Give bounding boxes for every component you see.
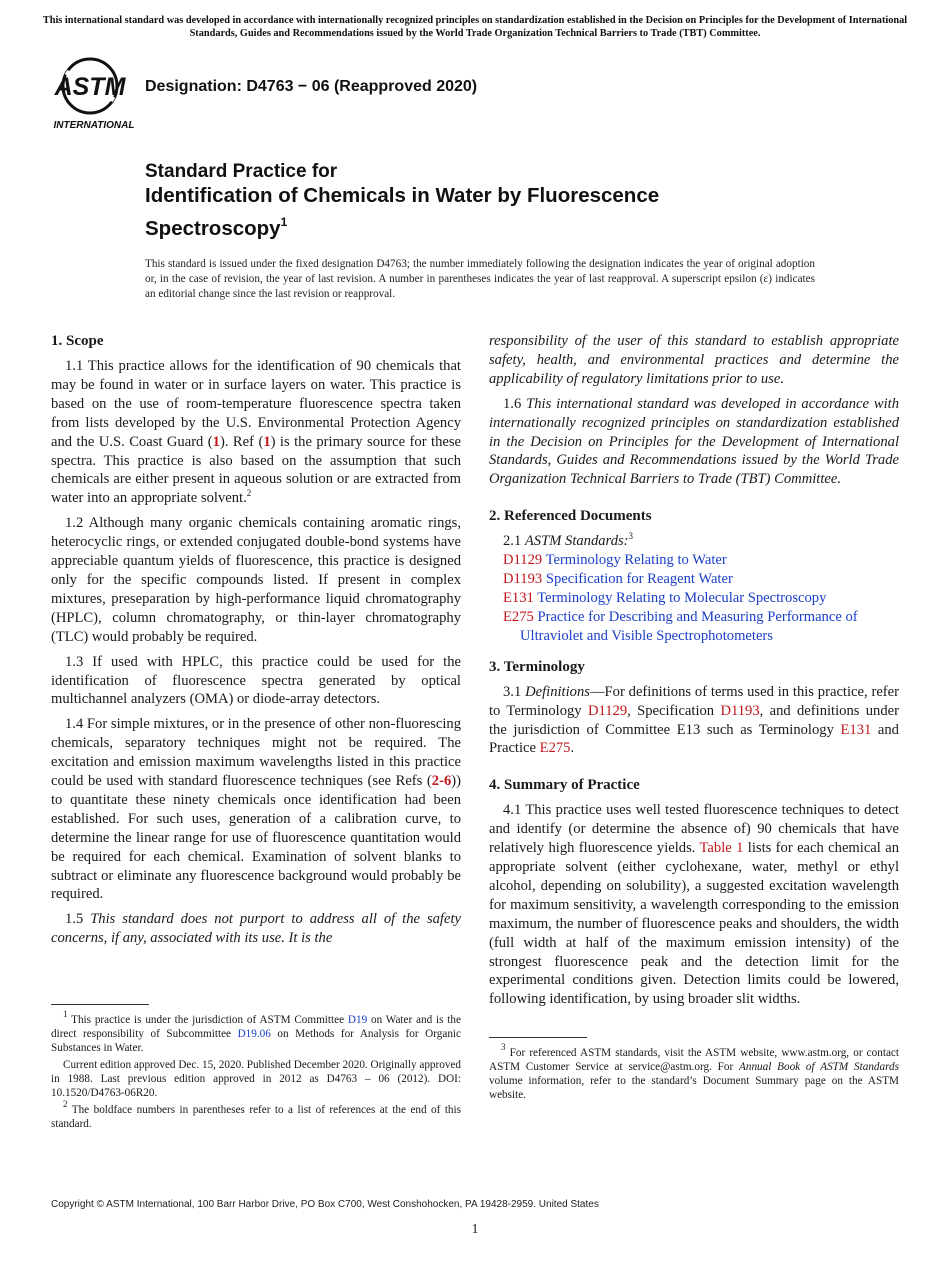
section-heading-referenced-documents: 2. Referenced Documents bbox=[489, 508, 652, 525]
paragraph-1-5: 1.5 This standard does not purport to address all of the safety concerns, if any, associated with its use. It is the bbox=[51, 911, 461, 947]
title-footnote-mark[interactable]: 1 bbox=[280, 215, 288, 229]
subcommittee-link[interactable]: D19.06 bbox=[237, 1028, 271, 1041]
ref-link[interactable]: E131 bbox=[840, 721, 872, 738]
paragraph-1-1: 1.1 This practice allows for the identification of 90 chemicals that may be found in water or in surface layers on water. This practice is based on the use of room-temperature fluorescence spectra taken from lists developed by the U.S. Environmental Protection Agency and the U.S. Coast Guard (1). Ref (1) is the primary source for these spectra. This practice is also based on the assumption that such chemicals are either present in aqueous solution or are extracted from water into an appropriate solvent.$^2$ bbox=[51, 358, 461, 507]
table-link[interactable]: Table 1 bbox=[699, 840, 744, 857]
footnote-1: $^1$ This practice is under the jurisdiction of ASTM Committee D19 on Water and is the direct responsibility of Subcommittee D19.06 on Methods for Analysis for Organic Substances in Water. bbox=[51, 1009, 461, 1055]
document-title bbox=[145, 160, 905, 242]
paragraph-1-2: 1.2 Although many organic chemicals containing aromatic rings, heterocyclic rings, or extended conjugated double-bond systems have appreciable quantum yields of fluorescence, this practice is designed only for the specific compounds listed. If present in complex mixtures, preseparation by high-performance liquid chromatography (HPLC), column chromatography, or thin-layer chromatography (TLC) would probably be required. bbox=[51, 515, 461, 645]
tbt-notice: This international standard was developed in accordance with internationally recognized principles on standardization established in the Decision on Principles for the Development of International Standards, Guides and Recommendations issued by the World Trade Organization Technical Barriers to Trade (TBT) Committee. bbox=[42, 15, 908, 39]
astm-standards-intro: 2.1 ASTM Standards:$^3$ bbox=[503, 531, 634, 550]
right-column bbox=[489, 332, 899, 1105]
footnote-mark[interactable]: 3 bbox=[628, 531, 634, 542]
ref-link[interactable]: 1 bbox=[212, 433, 220, 450]
title-line-3: Spectroscopy$^1$ bbox=[145, 215, 288, 240]
title-line-2: Identification of Chemicals in Water by Fluorescence bbox=[145, 184, 660, 207]
paragraph-1-6: 1.6 This international standard was developed in accordance with internationally recognized principles on standardization established in the Decision on Principles for the Development of International Standards, Guides and Recommendations issued by the World Trade Organization Technical Barriers to Trade (TBT) Committee. bbox=[489, 395, 900, 488]
referenced-standard-e131[interactable]: E131 Terminology Relating to Molecular Spectroscopy bbox=[503, 589, 827, 606]
ref-link[interactable]: D1129 bbox=[587, 702, 628, 719]
astm-logo-mark bbox=[54, 59, 127, 113]
section-heading-scope: 1. Scope bbox=[51, 333, 104, 349]
copyright-footer: Copyright © ASTM International, 100 Barr Harbor Drive, PO Box C700, West Conshohocken, PA 19428-2959. United States bbox=[51, 1199, 599, 1210]
ref-link[interactable]: 2-6 bbox=[431, 773, 452, 790]
designation: Designation: D4763 − 06 (Reapproved 2020) bbox=[145, 78, 478, 95]
section-heading-summary: 4. Summary of Practice bbox=[489, 777, 640, 794]
referenced-standard-e275[interactable]: E275 Practice for Describing and Measuring Performance of Ultraviolet and Visible Spectrophotometers bbox=[503, 608, 858, 644]
committee-link[interactable]: D19 bbox=[347, 1014, 368, 1027]
footnote-rule bbox=[51, 1004, 149, 1005]
title-line-1: Standard Practice for bbox=[145, 161, 338, 182]
paragraph-1-3: 1.3 If used with HPLC, this practice could be used for the identification of fluorescence spectra generated by optical multichannel analyzers (OMA) or diode-array detectors. bbox=[51, 653, 461, 708]
ref-link[interactable]: 1 bbox=[263, 433, 271, 450]
ref-link[interactable]: E275 bbox=[539, 740, 571, 757]
issuance-statement: This standard is issued under the fixed designation D4763; the number immediately following the designation indicates the year of original adoption or, in the case of revision, the year of last revision. A number in parentheses indicates the year of last reapproval. A superscript epsilon (ε) indicates an editorial change since the last revision or reapproval. bbox=[145, 258, 815, 300]
paragraph-4-1: 4.1 This practice uses well tested fluorescence techniques to detect and identify (or determine the absence of) 90 chemicals that have relatively high fluorescence yields. Table 1 lists for each chemical an appropriate solvent (either cyclohexane, water, methyl or ethyl alcohol, depending on solubility), a suggested excitation wavelength for maximum sensitivity, a wavelength corresponding to the emission maximum, the number of fluorescence peaks and shoulders, the width (full width at half of the maximum emission intensity) of the strongest fluorescence peak and the detection limit for the experimental conditions given. Detection limits could be lowered, following identification, by using broader slit widths. bbox=[489, 802, 899, 1008]
footnote-rule bbox=[489, 1037, 587, 1038]
left-column bbox=[51, 332, 461, 1134]
ref-link[interactable]: D1193 bbox=[720, 702, 760, 719]
footnote-1-edition: Current edition approved Dec. 15, 2020. Published December 2020. Originally approved in 1988. Last previous edition approved in 2012 as D4763 – 06 (2012). DOI: 10.1520/D4763-06R20. bbox=[51, 1059, 461, 1100]
referenced-standard-d1129[interactable]: D1129 Terminology Relating to Water bbox=[503, 552, 727, 569]
astm-logo-letters: ASTM bbox=[54, 73, 126, 101]
page-number: 1 bbox=[471, 1222, 479, 1237]
referenced-standard-d1193[interactable]: D1193 Specification for Reagent Water bbox=[503, 571, 733, 588]
astm-logo-international: INTERNATIONAL bbox=[53, 120, 135, 131]
footnote-2: $^2$ The boldface numbers in parentheses refer to a list of references at the end of this standard. bbox=[51, 1099, 461, 1131]
astm-logo bbox=[52, 54, 136, 134]
footnote-mark[interactable]: 2 bbox=[246, 488, 252, 499]
paragraph-1-4: 1.4 For simple mixtures, or in the presence of other non-fluorescing chemicals, separatory techniques might not be required. The excitation and emission maximum wavelengths listed in this practice could be used with standard fluorescence techniques (see Refs (2-6)) to quantitate these ninety chemicals once identification had been established. For such uses, generation of a calibration curve, to determine the linear range for use of fluorescence quantitation would be required for each chemical. Examination of solvent blanks to subtract or eliminate any fluorescence background would probably be required. bbox=[51, 716, 461, 903]
paragraph-1-5-continued: responsibility of the user of this standard to establish appropriate safety, health, and environmental practices and determine the applicability of regulatory limitations prior to use. bbox=[489, 333, 899, 387]
paragraph-3-1: 3.1 Definitions—For definitions of terms used in this practice, refer to Terminology D1129, Specification D1193, and definitions under the jurisdiction of Committee E13 such as Terminology E131 and Practice E275. bbox=[489, 683, 899, 757]
section-heading-terminology: 3. Terminology bbox=[489, 658, 585, 675]
footnote-3: $^3$ For referenced ASTM standards, visit the ASTM website, www.astm.org, or contact ASTM Customer Service at service@astm.org. For Annual Book of ASTM Standards volume information, refer to the standard’s Document Summary page on the ASTM website. bbox=[489, 1042, 899, 1102]
